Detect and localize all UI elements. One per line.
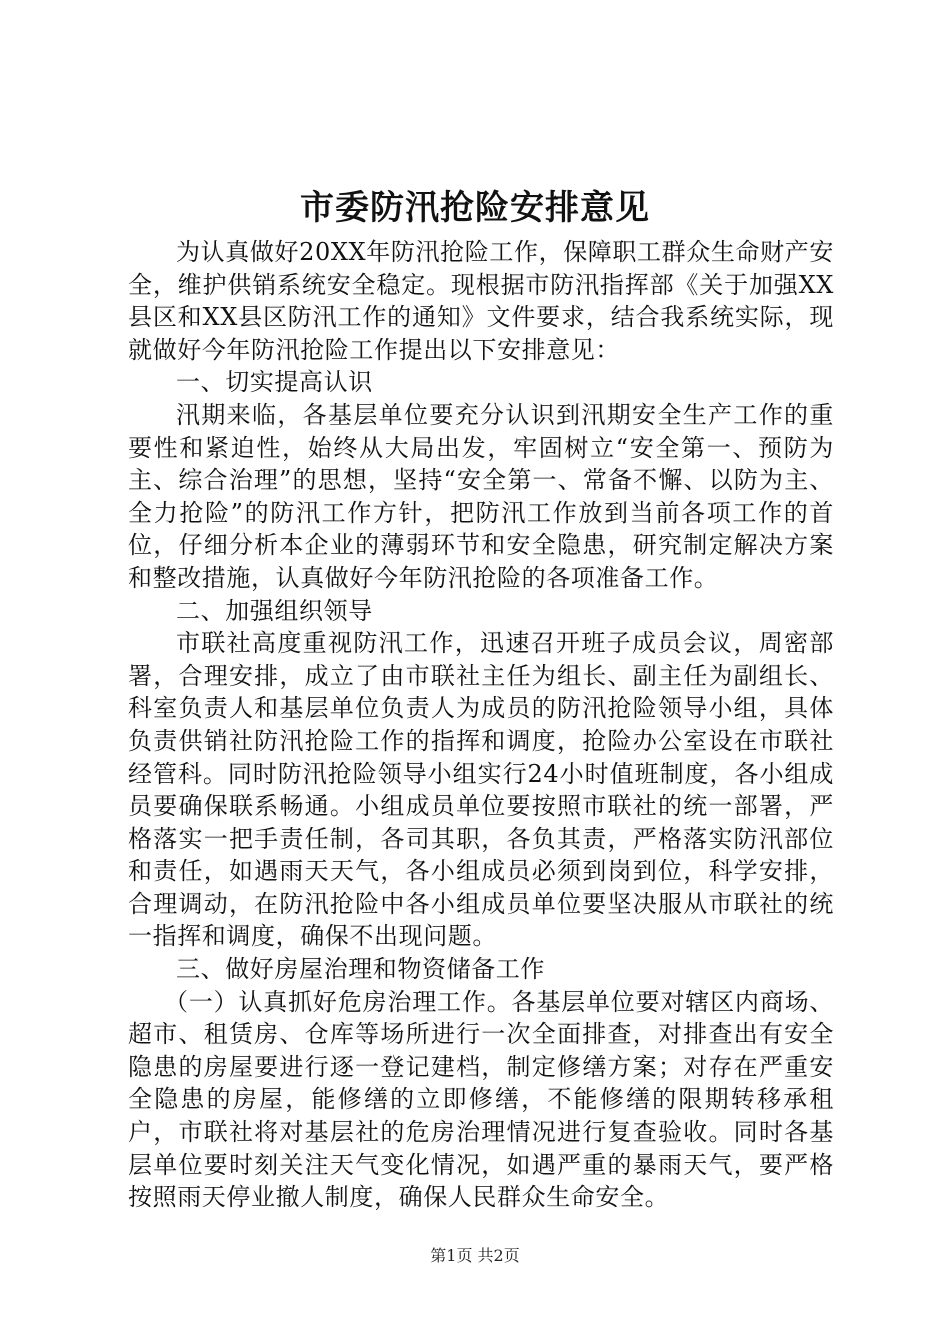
intro-paragraph: 为认真做好20XX年防汛抢险工作，保障职工群众生命财产安全，维护供销系统安全稳定。现根据市防汛指挥部《关于加强XX县区和XX县区防汛工作的通知》文件要求，结合我系统实际，现就做好今年防汛抢险工作提出以下安排意见： [128,238,834,364]
section-3-paragraph: （一）认真抓好危房治理工作。各基层单位要对辖区内商场、超市、租赁房、仓库等场所进行一次全面排查，对排查出有安全隐患的房屋要进行逐一登记建档，制定修缮方案；对存在严重安全隐患的房屋，能修缮的立即修缮，不能修缮的限期转移承租户，市联社将对基层社的危房治理情况进行复查验收。同时各基层单位要时刻关注天气变化情况，如遇严重的暴雨天气，要严格按照雨天停业撤人制度，确保人民群众生命安全。 [128,987,834,1212]
section-heading-1: 一、切实提高认识 [176,368,373,397]
document-body [128,236,834,1214]
section-2-paragraph: 市联社高度重视防汛工作，迅速召开班子成员会议，周密部署，合理安排，成立了由市联社主任为组长、副主任为副组长、科室负责人和基层单位负责人为成员的防汛抢险领导小组，具体负责供销社防汛抢险工作的指挥和调度，抢险办公室设在市联社经管科。同时防汛抢险领导小组实行24小时值班制度，各小组成员要确保联系畅通。小组成员单位要按照市联社的统一部署，严格落实一把手责任制，各司其职，各负其责，严格落实防汛部位和责任，如遇雨天天气，各小组成员必须到岗到位，科学安排，合理调动，在防汛抢险中各小组成员单位要坚决服从市联社的统一指挥和调度，确保不出现问题。 [128,629,834,951]
page-number-footer: 第1页 共2页 [430,1246,520,1265]
document-title: 市委防汛抢险安排意见 [300,188,650,228]
section-heading-2: 二、加强组织领导 [176,596,373,625]
section-1-paragraph: 汛期来临，各基层单位要充分认识到汛期安全生产工作的重要性和紧迫性，始终从大局出发，牢固树立“安全第一、预防为主、综合治理”的思想，坚持“安全第一、常备不懈、以防为主、全力抢险”的防汛工作方针，把防汛工作放到当前各项工作的首位，仔细分析本企业的薄弱环节和安全隐患，研究制定解决方案和整改措施，认真做好今年防汛抢险的各项准备工作。 [128,400,834,592]
section-heading-3: 三、做好房屋治理和物资储备工作 [176,955,545,984]
